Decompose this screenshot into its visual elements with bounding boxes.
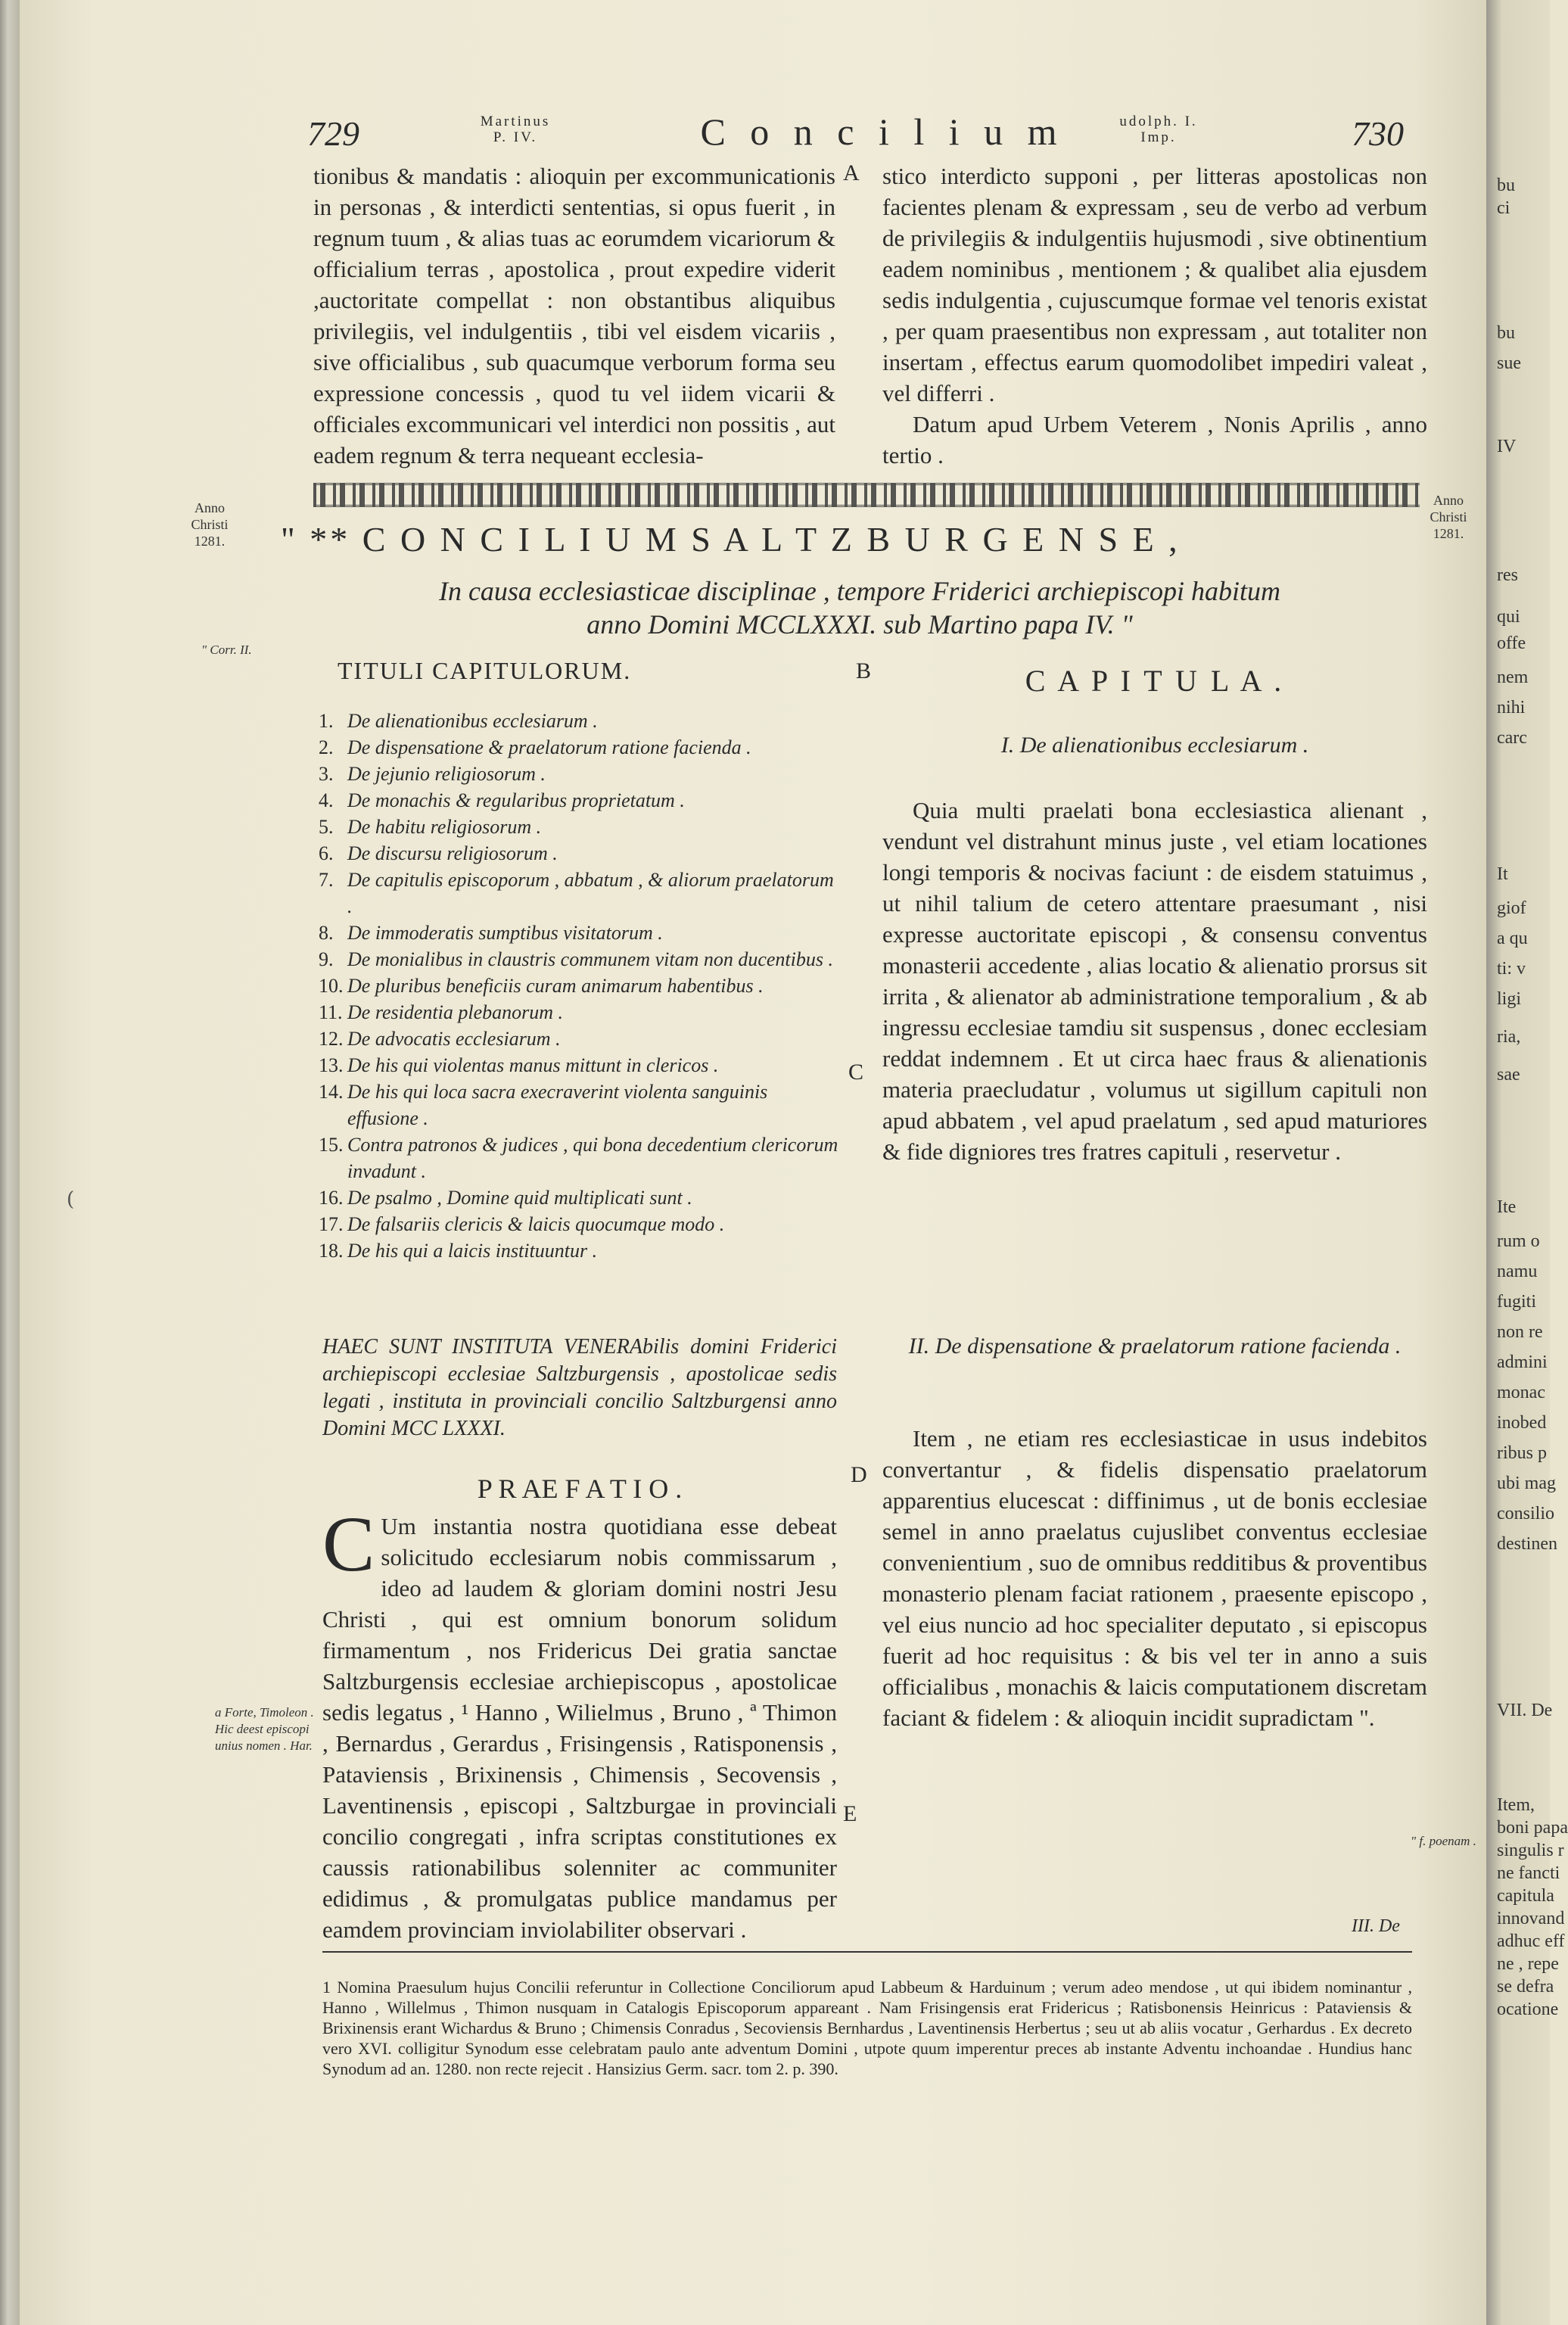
toc-item bbox=[319, 1026, 841, 1052]
toc-item-title: De his qui violentas manus mittunt in clericos . bbox=[347, 1054, 719, 1076]
toc-item-number: 6. bbox=[319, 842, 334, 864]
adjacent-page-fragment: boni papa bbox=[1497, 1818, 1568, 1838]
toc-item-number: 12. bbox=[319, 1028, 344, 1050]
adjacent-page-edge bbox=[1486, 0, 1568, 2325]
adjacent-page-fragment: sae bbox=[1497, 1065, 1520, 1085]
toc-item bbox=[319, 946, 841, 973]
toc-item-title: De monialibus in claustris communem vitam non ducentibus . bbox=[347, 948, 833, 970]
adjacent-page-fragments bbox=[1486, 0, 1568, 2325]
praefatio-heading: P R AE F A T I O . bbox=[477, 1474, 683, 1504]
adjacent-page-fragment: destinen bbox=[1497, 1534, 1557, 1554]
toc-item-number: 16. bbox=[319, 1187, 344, 1209]
top-left-column: tionibus & mandatis : alioquin per excommunicationis in personas , & interdicti sententias, si opus fuerit , in regnum tuum , & alias tuas ac eorumdem vicariorum & officialium terras , apostolica , prout expedire viderit ,auctoritate compellat : non obstantibus aliquibus privilegiis, vel indulgentiis , tibi vel eisdem vicariis , sive officialibus , sub quacumque verborum forma seu expressione concessis , quod tu vel iidem vicarii & officiales excommunicari vel interdici non possitis , aut eadem regnum & terra nequeant ecclesia- bbox=[313, 163, 835, 468]
toc-item-title: De residentia plebanorum . bbox=[347, 1001, 563, 1023]
toc-item bbox=[319, 973, 841, 999]
section-marker-e: E bbox=[843, 1801, 857, 1826]
adjacent-page-fragment: ne , repe bbox=[1497, 1954, 1559, 1974]
toc-item-number: 18. bbox=[319, 1240, 344, 1262]
toc-item bbox=[319, 1131, 841, 1184]
toc-item-number: 1. bbox=[319, 710, 334, 732]
margin-mark: ( bbox=[67, 1188, 75, 1211]
adjacent-page-fragment: offe bbox=[1497, 633, 1526, 653]
section-marker-a: A bbox=[843, 160, 860, 185]
toc-item-title: De psalmo , Domine quid multiplicati sunt . bbox=[347, 1187, 692, 1209]
running-title-right bbox=[1087, 114, 1230, 145]
toc-item-title: De alienationibus ecclesiarum . bbox=[347, 710, 598, 732]
poenam-note: " f. poenam . bbox=[1411, 1834, 1476, 1848]
running-title-left-line2: P. IV. bbox=[493, 129, 538, 145]
anno-left-christi: Christi bbox=[191, 517, 229, 532]
anno-left-year: 1281. bbox=[194, 534, 226, 549]
section-marker-d: D bbox=[851, 1462, 867, 1487]
council-subtitle-1: In causa ecclesiasticae disciplinae , tempore Friderici archiepiscopi habitum bbox=[438, 576, 1281, 606]
toc-item bbox=[319, 787, 841, 814]
toc-item bbox=[319, 1078, 841, 1131]
toc-item bbox=[319, 708, 841, 734]
adjacent-page-fragment: non re bbox=[1497, 1322, 1543, 1342]
toc-item bbox=[319, 840, 841, 867]
book-page bbox=[20, 0, 1486, 2325]
adjacent-page-fragment: It bbox=[1497, 864, 1508, 884]
anno-left-word: Anno bbox=[194, 500, 225, 515]
adjacent-page-fragment: a qu bbox=[1497, 929, 1528, 948]
adjacent-page-fragment: giof bbox=[1497, 898, 1526, 918]
adjacent-page-fragment: ci bbox=[1497, 198, 1510, 218]
adjacent-page-fragment: ubi mag bbox=[1497, 1474, 1556, 1493]
adjacent-page-fragment: nem bbox=[1497, 668, 1529, 687]
toc-item bbox=[319, 1052, 841, 1078]
adjacent-page-fragment: ocatione bbox=[1497, 2000, 1559, 2019]
praefatio-drop-cap: C bbox=[322, 1501, 375, 1588]
toc-item-title: De habitu religiosorum . bbox=[347, 816, 542, 838]
running-title-right-line2: Imp. bbox=[1140, 129, 1177, 145]
toc-item-number: 5. bbox=[319, 816, 334, 838]
adjacent-page-fragment: sue bbox=[1497, 353, 1521, 373]
toc-item-number: 15. bbox=[319, 1134, 344, 1156]
adjacent-page-fragment: innovand bbox=[1497, 1909, 1565, 1928]
page-number-right: 730 bbox=[1352, 114, 1404, 153]
top-right-column-text: stico interdicto supponi , per litteras apostolicas non facientes plenam & expressam , seu de verbo ad verbum de privilegiis & indulgentiis hujusmodi , sive obtinentium eadem nominibus , mentionem ; & qualibet alia ejusdem sedis indulgentia , cujuscumque formae vel tenoris existat , per quam praesentibus non expressam , aut totaliter non insertam , effectus earum quomodolibet impediri valeat , vel differri . bbox=[882, 163, 1427, 406]
page-number-left: 729 bbox=[307, 114, 359, 153]
adjacent-page-fragment: se defra bbox=[1497, 1977, 1554, 1997]
toc-list bbox=[319, 708, 841, 1264]
toc-item-title: De his qui loca sacra execraverint violenta sanguinis effusione . bbox=[347, 1081, 768, 1129]
toc-item-number: 8. bbox=[319, 922, 334, 944]
adjacent-page-fragment: VII. De bbox=[1497, 1701, 1553, 1720]
toc-item-title: De his qui a laicis instituuntur . bbox=[347, 1240, 598, 1262]
footnote-rule bbox=[322, 1951, 1412, 1953]
toc-item bbox=[319, 1211, 841, 1237]
toc-item-title: De advocatis ecclesiarum . bbox=[347, 1028, 561, 1050]
council-subtitle-2: anno Domini MCCLXXXI. sub Martino papa IV. " bbox=[586, 609, 1133, 640]
toc-item bbox=[319, 761, 841, 787]
corr-note: " Corr. II. bbox=[201, 643, 252, 657]
chapter-1-text: Quia multi praelati bona ecclesiastica alienant , vendunt vel distrahunt minus juste , vel etiam locationes longi temporis & nocivas faciunt : de eisdem statuimus , ut nihil talium de cetero attentare praesumant , nisi expresse auctoritate episcopi , & consensu conventus monasterii accedente , alias locatio & alienatio prorsus sit irrita , & alienator ab administratione temporalium , & ab ingressu ecclesiae tamdiu sit suspensus , donec ecclesiam reddat indemnem . Et ut circa haec fraus & alienationis materia praecludatur , volumus ut sigillum capituli non apud abbatem , vel apud praelatum , sed apud maturiores & fide digniores tres fratres capituli , reservetur . bbox=[882, 797, 1427, 1165]
adjacent-page-fragment: rum o bbox=[1497, 1231, 1540, 1251]
toc-item bbox=[319, 999, 841, 1026]
adjacent-page-fragment: namu bbox=[1497, 1262, 1538, 1281]
adjacent-page-fragment: monac bbox=[1497, 1383, 1545, 1402]
adjacent-page-fragment: capitula bbox=[1497, 1886, 1554, 1906]
haec-sunt-paragraph: HAEC SUNT INSTITUTA VENERAbilis domini Friderici archiepiscopi ecclesiae Saltzburgensis , apostolicae sedis legati , instituta in provinciali concilio Saltzburgensi anno Domini MCC LXXXI. bbox=[322, 1335, 837, 1440]
running-title-left-line1: Martinus bbox=[480, 114, 551, 129]
adjacent-page-fragment: bu bbox=[1497, 176, 1515, 195]
capitula-heading: C A P I T U L A . bbox=[1025, 664, 1285, 698]
adjacent-page-fragment: ne fancti bbox=[1497, 1863, 1560, 1883]
toc-item-number: 14. bbox=[319, 1081, 344, 1103]
adjacent-page-fragment: ti: v bbox=[1497, 959, 1526, 979]
adjacent-page-fragment: res bbox=[1497, 565, 1518, 585]
adjacent-page-fragment: bu bbox=[1497, 323, 1515, 343]
toc-item-number: 9. bbox=[319, 948, 334, 970]
toc-item bbox=[319, 920, 841, 946]
toc-item-title: De jejunio religiosorum . bbox=[347, 763, 546, 785]
anno-right-christi: Christi bbox=[1430, 509, 1467, 524]
toc-item bbox=[319, 1237, 841, 1264]
running-title-left bbox=[447, 114, 583, 145]
toc-item-number: 10. bbox=[319, 975, 344, 997]
chapter-2-heading: II. De dispensatione & praelatorum ratione facienda . bbox=[908, 1334, 1402, 1359]
page-center-title: C o n c i l i u m bbox=[700, 110, 1065, 153]
adjacent-page-fragment: ribus p bbox=[1497, 1443, 1547, 1463]
adjacent-page-fragment: Item, bbox=[1497, 1795, 1535, 1815]
book-left-edge bbox=[0, 0, 20, 2325]
toc-item-title: De capitulis episcoporum , abbatum , & aliorum praelatorum . bbox=[347, 869, 834, 917]
toc-item-title: De pluribus beneficiis curam animarum habentibus . bbox=[347, 975, 764, 997]
toc-item-number: 2. bbox=[319, 736, 334, 758]
toc-item-number: 11. bbox=[319, 1001, 343, 1023]
adjacent-page-fragment: singulis r bbox=[1497, 1841, 1564, 1860]
council-title: " ** C O N C I L I U M S A L T Z B U R G E N S E , bbox=[281, 520, 1181, 559]
toc-item-title: De falsariis clericis & laicis quocumque modo . bbox=[347, 1213, 725, 1235]
toc-item-number: 3. bbox=[319, 763, 334, 785]
adjacent-page-fragment: nihi bbox=[1497, 698, 1526, 717]
footnote-text: 1 Nomina Praesulum hujus Concilii referuntur in Collectione Conciliorum apud Labbeum & Harduinum ; verum adeo mendose , ut qui ibidem nominantur , Hanno , Willelmus , Thimon nusquam in Catalogis Episcoporum appareant . Nam Frisingensis erat Fridericus ; Ratisbonensis Heinricus : Pataviensis & Brixinensis erant Wichardus & Bruno ; Chimensis Conradus , Secoviensis Bernhardus , Laventinensis Herbertus ; seu ut ab aliis vocatur , Gerhardus . Ex decreto vero XVI. colligitur Synodum esse celebratam paulo ante adventum Domini , utpote quum imperentur preces ab instante Adventu inchoandae . Hundius hanc Synodum ad an. 1280. non recte rejecit . Hansizius Germ. sacr. tom 2. p. 390. bbox=[322, 1978, 1412, 2078]
section-marker-b: B bbox=[856, 658, 872, 683]
toc-item-title: De monachis & regularibus proprietatum . bbox=[347, 789, 685, 811]
chapter-2-text: Item , ne etiam res ecclesiasticae in usus indebitos convertantur , & fidelis dispensatio praelatorum apparentius elucescat : diffinimus , ut de bonis ecclesiae semel in anno praelatus cujuslibet conventus ecclesiae convenientium , suo de omnibus redditibus & proventibus monasterio plenam faciat rationem , praesente episcopo , vel eius nuncio ad hoc specialiter deputato , si episcopus fuerit ad hoc requisitus : & bis vel ter in anno a suis officialibus , monachis & laicis computationem discretam faciant & fidelem : & alioquin incidit supradictam ". bbox=[882, 1425, 1427, 1731]
toc-item bbox=[319, 814, 841, 840]
toc-item-title: De immoderatis sumptibus visitatorum . bbox=[347, 922, 663, 944]
adjacent-page-fragment: fugiti bbox=[1497, 1292, 1536, 1312]
section-marker-c: C bbox=[848, 1060, 864, 1085]
forte-timoleon-note: a Forte, Timoleon . Hic deest episcopi unius nomen . Har. bbox=[215, 1705, 314, 1753]
toc-item-title: Contra patronos & judices , qui bona decedentium clericorum invadunt . bbox=[347, 1134, 838, 1182]
tituli-heading: TITULI CAPITULORUM. bbox=[338, 657, 632, 684]
adjacent-page-fragment: ligi bbox=[1497, 989, 1522, 1009]
praefatio-text: Um instantia nostra quotidiana esse debeat solicitudo ecclesiarum nobis commissarum , ideo ad laudem & gloriam domini nostri Jesu Christi , qui est omnium bonorum solidum firmamentum , nos Fridericus Dei gratia sanctae Saltzburgensis ecclesiae archiepiscopus , apostolicae sedis legatus , ¹ Hanno , Wilielmus , Bruno , ª Thimon , Bernardus , Gerardus , Frisingensis , Ratisponensis , Pataviensis , Brixinensis , Chimensis , Secovensis , Laventinensis , episcopi , Saltzburgae in provinciali concilio congregati , infra scriptas constitutiones ex caussis rationabilibus solenniter ac communiter edidimus , & promulgatas publice mandamus per eamdem provinciam inviolabiliter observari . bbox=[322, 1513, 837, 1943]
toc-item-number: 4. bbox=[319, 789, 334, 811]
catchword: III. De bbox=[1352, 1916, 1400, 1936]
toc-item bbox=[319, 867, 841, 920]
adjacent-page-fragment: qui bbox=[1497, 607, 1520, 627]
praefatio-body bbox=[322, 1501, 837, 1945]
ornament-band bbox=[313, 483, 1420, 507]
toc-item bbox=[319, 1184, 841, 1211]
anno-right-year: 1281. bbox=[1433, 526, 1464, 541]
datum-line: Datum apud Urbem Veterem , Nonis Aprilis , anno tertio . bbox=[882, 411, 1427, 468]
toc-item-number: 7. bbox=[319, 869, 334, 891]
toc-item-number: 17. bbox=[319, 1213, 344, 1235]
adjacent-page-fragment: IV bbox=[1497, 437, 1517, 456]
toc-item-title: De discursu religiosorum . bbox=[347, 842, 558, 864]
toc-item-title: De dispensatione & praelatorum ratione facienda . bbox=[347, 736, 751, 758]
adjacent-page-fragment: admini bbox=[1497, 1352, 1548, 1372]
anno-right-word: Anno bbox=[1433, 493, 1464, 508]
adjacent-page-fragment: Ite bbox=[1497, 1197, 1517, 1217]
adjacent-page-fragment: adhuc eff bbox=[1497, 1931, 1565, 1951]
anno-christi-right bbox=[1411, 492, 1486, 542]
adjacent-page-fragment: consilio bbox=[1497, 1504, 1554, 1524]
running-title-right-line1: udolph. I. bbox=[1119, 114, 1198, 129]
adjacent-page-fragment: carc bbox=[1497, 728, 1527, 748]
toc-item-number: 13. bbox=[319, 1054, 344, 1076]
anno-christi-left bbox=[168, 500, 251, 549]
toc-item bbox=[319, 734, 841, 761]
chapter-1-heading: I. De alienationibus ecclesiarum . bbox=[1000, 733, 1309, 758]
adjacent-page-fragment: inobed bbox=[1497, 1413, 1547, 1433]
top-right-column bbox=[882, 160, 1427, 471]
adjacent-page-fragment: ria, bbox=[1497, 1027, 1521, 1047]
